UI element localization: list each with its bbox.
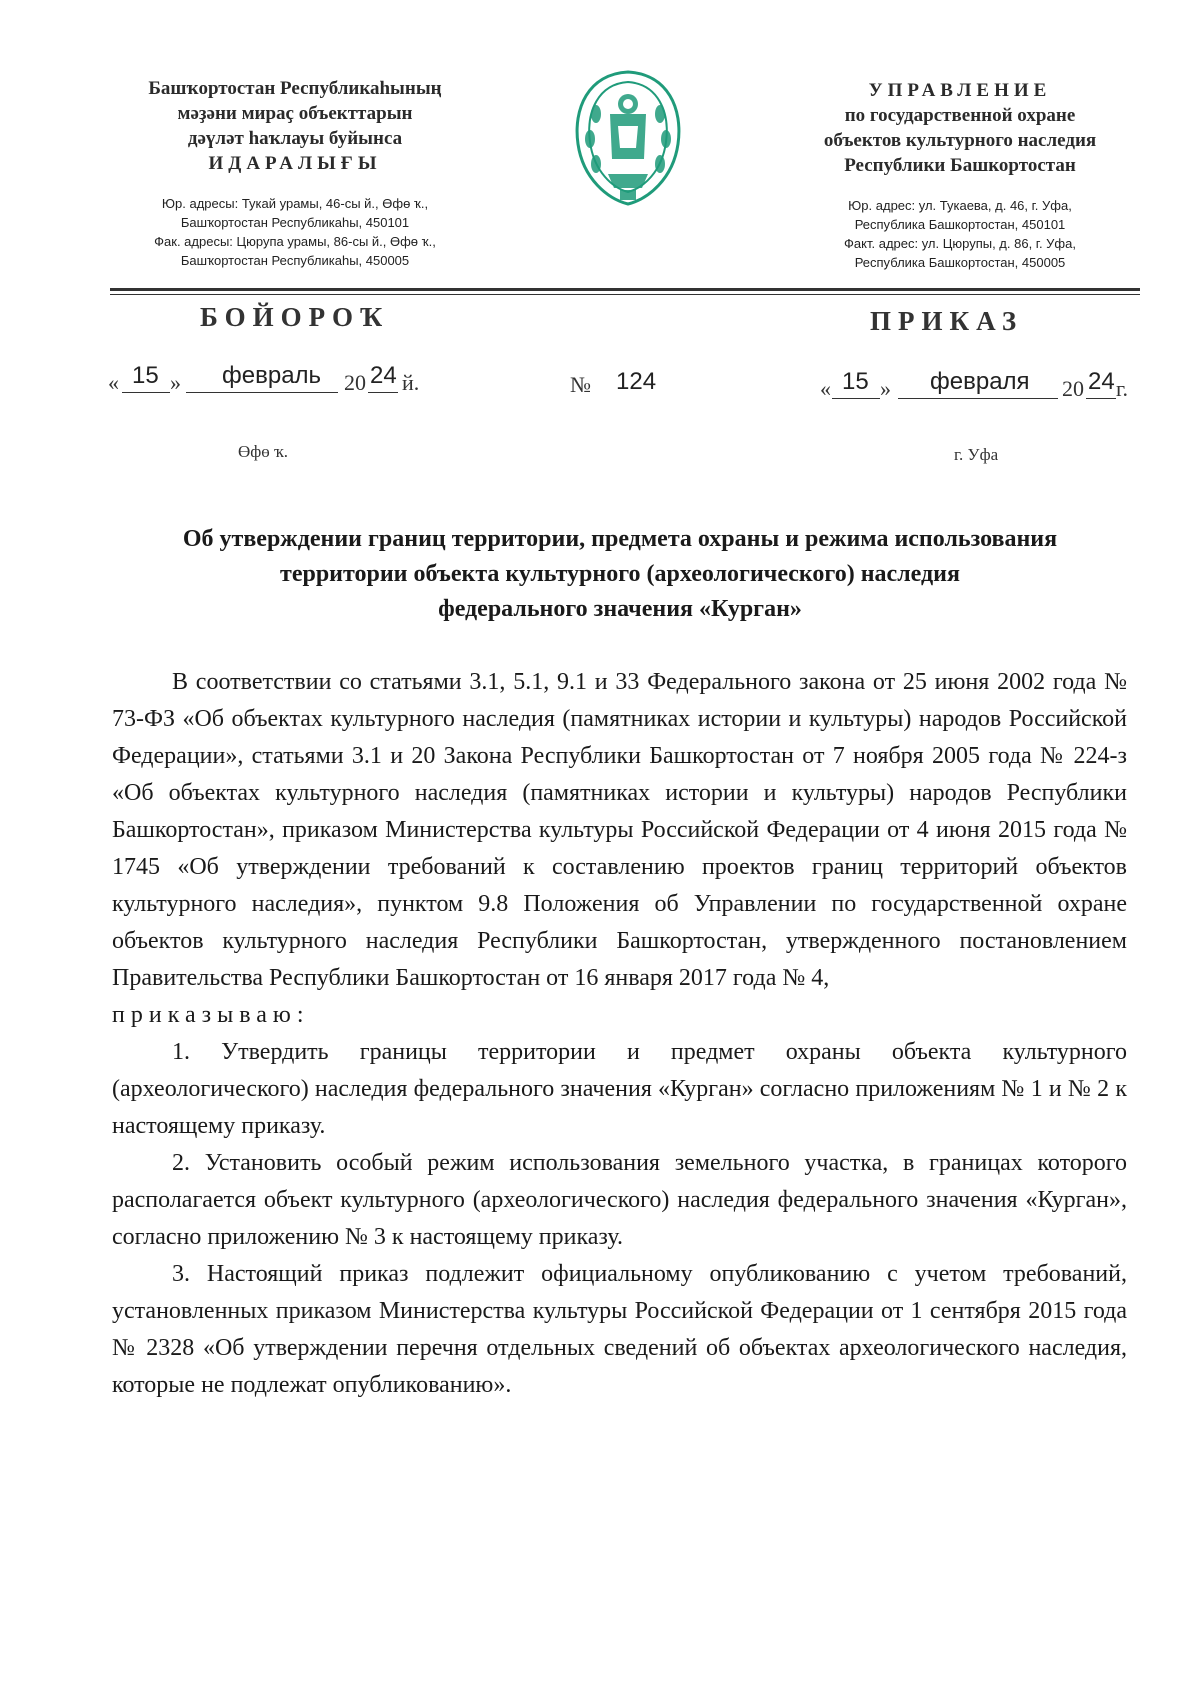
date-right-close-quote: » xyxy=(880,376,891,401)
header-right-addr4: Республика Башкортостан, 450005 xyxy=(854,255,1066,270)
header-left-line1: Башҡортостан Республикаһының xyxy=(148,78,442,99)
preamble-text: В соответствии со статьями 3.1, 5.1, 9.1 и 33 Федерального закона от 25 июня 2002 года № 73-ФЗ «Об объектах культурного наследия (памятниках истории и культуры) народов Российской Федерации», статьями 3.1 и 20 Закона Республики Башкортостан от 7 ноября 2005 года № 224-з «Об объектах культурного наследия (памятниках истории и культуры) народов Республики Башкортостан», приказом Министерства культуры Российской Федерации от 4 июня 2015 года № 1745 «Об утверждении требований к составлению проектов границ территорий объектов культурного наследия», пунктом 9.8 Положения об Управлении по государственной охране объектов культурного наследия Республики Башкортостан, утвержденного постановлением Правительства Республики Башкортостан от 16 января 2017 года № 4, xyxy=(112,669,1127,991)
header-right-line1: УПРАВЛЕНИЕ xyxy=(868,80,1052,101)
header-rule-thin xyxy=(110,294,1140,295)
header-left-org-name xyxy=(100,76,490,176)
date-right-open-quote: « xyxy=(820,376,831,401)
header-right-line3: объектов культурного наследия xyxy=(823,130,1097,151)
document-title xyxy=(110,522,1130,627)
date-left-year-prefix: 20 xyxy=(344,370,366,395)
body-paragraph-3: 3. Настоящий приказ подлежит официальному опубликованию с учетом требований, установленных приказом Министерства культуры Российской Федерации от 1 сентября 2015 года № 2328 «Об утверждении перечня отдельных сведений об объектах археологического наследия, которые не подлежат опубликованию». xyxy=(112,1261,1127,1398)
title-line1: Об утверждении границ территории, предмета охраны и режима использования xyxy=(182,526,1058,552)
title-line2: территории объекта культурного (археологического) наследия xyxy=(280,561,960,587)
body-paragraph-preamble xyxy=(112,664,1127,1034)
header-left-addr2: Башҡортостан Республикаһы, 450101 xyxy=(180,215,410,230)
header-right-addr2: Республика Башкортостан, 450101 xyxy=(854,217,1066,232)
document-body xyxy=(112,664,1127,1404)
header-left-line3: дәүләт һаҡлауы буйынса xyxy=(187,128,403,149)
date-left-close-quote: » xyxy=(170,370,181,395)
header-right-address xyxy=(800,196,1120,272)
header-right-org-name xyxy=(790,78,1130,178)
body-paragraph-1: 1. Утвердить границы территории и предмет охраны объекта культурного (археологического) наследия федерального значения «Курган» согласно приложениям № 1 и № 2 к настоящему приказу. xyxy=(112,1039,1127,1139)
doc-type-right: ПРИКАЗ xyxy=(870,306,1024,336)
header-right-addr1: Юр. адрес: ул. Тукаева, д. 46, г. Уфа, xyxy=(848,198,1072,213)
header-right-addr3: Факт. адрес: ул. Цюрупы, д. 86, г. Уфа, xyxy=(844,236,1076,251)
date-left-year-suffix: 24 xyxy=(370,362,397,389)
header-left-address xyxy=(110,194,480,270)
order-word: приказываю: xyxy=(112,1002,310,1028)
date-left-suffix: й. xyxy=(402,370,420,395)
header-right-line2: по государственной охране xyxy=(844,105,1076,126)
number-value: 124 xyxy=(616,368,657,395)
date-right-day: 15 xyxy=(842,368,869,395)
header-left-line4: ИДАРАЛЫҒЫ xyxy=(208,153,382,174)
header-left-addr4: Башҡортостан Республикаһы, 450005 xyxy=(180,253,410,268)
date-right-year-prefix: 20 xyxy=(1062,376,1084,401)
date-left-day: 15 xyxy=(132,362,159,389)
place-left: Өфө ҡ. xyxy=(238,442,289,461)
header-right-line4: Республики Башкортостан xyxy=(844,155,1076,176)
doc-type-left: БОЙОРОҠ xyxy=(200,302,390,332)
header-rule-thick xyxy=(110,288,1140,291)
body-paragraph-2: 2. Установить особый режим использования земельного участка, в границах которого располагается объект культурного (археологического) наследия федерального значения «Курган», согласно приложению № 3 к настоящему приказу. xyxy=(112,1150,1127,1250)
coat-of-arms-emblem xyxy=(568,64,688,214)
header-left-line2: мәҙәни мираҫ объекттарын xyxy=(177,103,413,124)
date-right-suffix: г. xyxy=(1116,376,1129,401)
date-left-month: февраль xyxy=(222,362,322,389)
date-right-month: февраля xyxy=(930,368,1030,395)
header-left-addr3: Фак. адресы: Цюрупа урамы, 86-сы й., Өфө ҡ., xyxy=(154,234,436,249)
place-right: г. Уфа xyxy=(954,445,999,464)
number-sign: № xyxy=(570,372,591,397)
title-line3: федерального значения «Курган» xyxy=(438,596,802,622)
header-left-addr1: Юр. адресы: Тукай урамы, 46-сы й., Өфө ҡ., xyxy=(161,196,429,211)
date-left-open-quote: « xyxy=(108,370,119,395)
date-right-year-suffix: 24 xyxy=(1088,368,1115,395)
